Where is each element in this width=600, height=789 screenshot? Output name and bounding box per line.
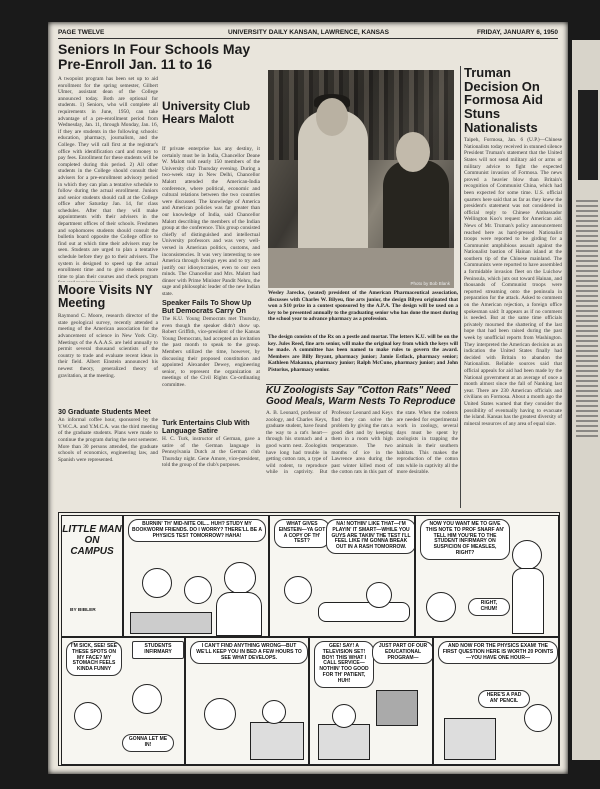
comic-panel-7	[433, 637, 559, 765]
comic-panel-2	[269, 515, 415, 637]
photo-credit: Photo by Bob Blank	[410, 281, 450, 286]
comic-p5-bubble: I CAN'T FIND ANYTHING WRONG—BUT WE'LL KEEP YOU IN BED A FEW HOURS TO SEE WHAT DEVELOPS.	[190, 641, 308, 664]
headline-cotton-rats: KU Zoologists Say "Cotton Rats" Need Good Meals, Warm Nests To Reproduce	[266, 386, 456, 407]
comic-p4c-bubble: GONNA LET ME IN!	[122, 734, 174, 752]
comic-panel-4	[61, 637, 185, 765]
story-moore	[58, 284, 158, 508]
subhead-graduate: 30 Graduate Students Meet	[58, 407, 151, 417]
comic-p1-bubble: BURNIN' TH' MID-NITE OIL... HUH? STUDY MY BOOKWORM FRIENDS. DO I WORRY? THERE'LL BE A PHYSICS TEST TOMORROW? HAHA!	[128, 519, 266, 542]
story-truman	[464, 66, 562, 510]
story-moore-text: Raymond C. Moore, research director of the state geological survey, recently attended a meeting of the American association for the advancement of science in New York City. Meetings of the A.A.A.S. are held annually to permit several thousand scientists of the country to trade and evaluate recent ideas in their field. Albert Einstein announced his newest theory, generalized theory of gravitation, at the meeting.	[58, 313, 158, 379]
photo-caption-text: The design consists of the Rx on a pestle and mortar. The letters K.U. will be on the key. Jules Reed, fine arts senior, will make the original key from which the keys will be made. A committee has been named to make rules to govern the award. Members are Billy Bryant, pharmacy junior; Jamie Estlack, pharmacy senior; Kathleen Makanna, pharmacy junior; Ralph McCune, pharmacy junior; and John Pistorius, pharmacy senior.	[268, 334, 458, 373]
comic-artist: BY BIBLER	[70, 608, 96, 613]
subhead-democrats: Speaker Fails To Show Up But Democrats Carry On	[162, 298, 252, 315]
comic-title: LITTLE MAN ON CAMPUS	[62, 524, 122, 557]
story-graduate-text: An informal coffee hour, sponsored by the Y.W.C.A. and Y.M.C.A. was the third meeting of the graduate students. Plans were made to continue the program during the next semester. More than 30 persons attended, the graduate schools of economics, engineering law, and Spanish were represented.	[58, 417, 158, 463]
comic-p6b-bubble: JUST PART OF OUR EDUCATIONAL PROGRAM—	[372, 641, 433, 664]
comic-p7b-bubble: HERE'S A PAD AN' PENCIL	[478, 690, 530, 708]
comic-p2-bubble: WHAT GIVES EINSTEIN—YA GOT A COPY OF TH' TEST?	[274, 519, 330, 548]
story-cotton-rats-text: A. B. Leonard, professor of zoology, and Charles Keys, graduate student, have found the way to a rat's heart—through his stomach and a good warm nest. Zoologists have long had trouble in getting cotton rats, a type of wild rodent, to reproduce while in captivity. But Professor Leonard and Keys find they can solve the problem by giving the rats a good diet and by keeping them in a room with high temperature. The two months of ice in the Lawrence area during the past winter killed most of the cotton rats in this part of the state. When the rodents are needed for experimental work in zoology, several days must be spent by zoologists in trapping the animals in their southern habitats. This makes the reproduction of the cotton rats while in captivity all the more desirable.	[266, 410, 458, 476]
comic-p6-bubble: GEE! SAY! A TELEVISION SET! BOY! THIS WHAT I CALL SERVICE—NOTHIN' TOO GOOD FOR TH' PATIENT, HUH!	[314, 641, 374, 688]
comic-p7-bubble: AND NOW FOR THE PHYSICS EXAM! THE FIRST QUESTION HERE IS WORTH 20 POINTS—YOU HAVE ONE HOUR—	[438, 641, 558, 664]
page-number: PAGE TWELVE	[58, 29, 105, 36]
story-truman-text: Taipeh, Formosa, Jan. 6 (U.P.)—Chinese Nationalists today received in stunned silence President Truman's statement that the United States will not send military aid or arms or military advice to fight the expected Communist invasion of Formosa. The news proved a heavier blow than Britain's recognition of Communist China, which had been expected for some time. U.S. official quarters here said that as far as they knew the president's statement was not considered in official reply to Chinese Ambassador Wellington Koo's request for American aid. News of Mr. Truman's policy announcement reached here as hard-pressed Nationalist troops were reported to be girding for a Communist amphibious assault against the Nationalist bastion of Hainan island at the southern tip of the Chinese mainland. The Communists were reported to have assembled a formidable invasion fleet on the Luichow Peninsula, which juts out toward Hainan, and thousands of Communist troops were reported streaming onto the peninsula in preparation for the attack. Asked to comment on the American rejection, a foreign office spokesman said: It appears as if no comment is needed. But at the same time officials privately mourned the shattering of the last hope that had been raised during the past week by unofficial reports from Washington. They interpreted the American decision as an indication the United States finally had decided with Britain to abandon the Nationalists. Reliable sources said that official appeals for aid had been made by the National government at an average of once a month almost since the fall of Nanking last year. There are 230 American officials and civilians on Formosa. About a month ago the United States warned that they consider the possibility of eventually having to evacuate the island. Kansas has the greatest diversity of mineral resources of any area of equal size.	[464, 137, 562, 427]
comic-p4-bubble: I'M SICK, SEE! SEE THESE SPOTS ON MY FACE? MY STOMACH FEELS KINDA FUNNY	[66, 641, 122, 676]
subhead-turk: Turk Entertains Club With Language Satire	[162, 418, 250, 435]
paper-name: UNIVERSITY DAILY KANSAN, LAWRENCE, KANSAS	[228, 29, 389, 36]
headline-moore: Moore Visits NY Meeting	[58, 284, 153, 311]
issue-date: FRIDAY, JANUARY 6, 1950	[476, 29, 558, 36]
newspaper-page	[48, 22, 568, 774]
story-turk-text: H. C. Turk, instructor of German, gave a satire of the German language in Pennsylvania Dutch at the German club Thursday night. Gene Amore, vice-president, told the group of the club's purposes.	[162, 436, 260, 469]
story-club-headline-box	[162, 100, 260, 144]
story-club-body	[162, 146, 260, 508]
story-democrats-text: The K.U. Young Democrats met Thursday, even though the speaker didn't show up. Robert Griffith, vice-president of the Kansas Young Democrats, had accepted an invitation the past month to speak to the group. Members utilized the time, however, by discussing their proposed constitution and appointed Alexander Dewey, engineering senior, to represent the organization at meetings of the Civil Rights Co-ordinating committee.	[162, 316, 260, 388]
photo-pharmacy-key	[268, 70, 454, 288]
comic-p3-bubble: NOW YOU WANT ME TO GIVE THIS NOTE TO PROF SNARF AN' TELL HIM YOU'RE TO THE STUDENT INFIRMARY ON SUSPICION OF MEASLES, RIGHT?	[420, 519, 510, 560]
comic-panel-5	[185, 637, 309, 765]
comic-title-panel	[61, 515, 123, 637]
comic-p3b-bubble: RIGHT, CHUM!	[468, 598, 510, 616]
comic-p2b-bubble: NA! NOTHIN' LIKE THAT—I'M PLAYIN' IT SMART—WHILE YOU GUYS ARE TAKIN' THE TEST I'LL FEEL LIKE I'M GONNA BREAK OUT IN A RASH TOMORROW.	[326, 519, 415, 554]
comic-little-man-on-campus	[58, 512, 560, 766]
headline-truman: Truman Decision On Formosa Aid Stuns Nationalists	[464, 66, 543, 135]
comic-panel-3	[415, 515, 559, 637]
headline-club: University Club Hears Malott	[162, 100, 251, 126]
story-seniors-headline-box	[58, 42, 260, 74]
masthead	[58, 28, 558, 39]
adjacent-page-edge	[572, 40, 600, 760]
story-club-text: If private enterprise has any destiny, it certainly must be in India, Chancellor Deane W. Malott told nearly 150 members of the University club Thursday evening. During a two-week stay in New Delhi, Chancellor Malott attended the American-India conference, where political, economic and cultural relations between the two countries were discussed. The knowledge of America and American policies was far greater than our knowledge of India, said Chancellor Malott describing the members of the Indian group at the conference. This group consisted chiefly of distinguished and intellectual University professors and was very well-versed in American politics, customs, and inconsistencies. It was very interesting to see America through foreign eyes and to try and justify our idiosyncrasies, even to our own minds. The Chancellor and Mrs. Malott had dinner with Prime Minister Pandit Nehru, the sage and philosophic leader of the new Indian state.	[162, 146, 260, 296]
photo-caption-bold: Wesley Jarecke, (seated) president of the American Pharmaceutical association, discusses with Charles W. Bilyeu, fine arts junior, the design Bilyeu originated that won a $10 prize in a contest sponsored by the A.P.A. The design will be used on a key to be presented annually to the graduating senior who has done the most during the school year to advance pharmacy as a profession.	[268, 290, 458, 323]
headline-seniors: Seniors In Four Schools May Pre-Enroll Jan. 11 to 16	[58, 42, 251, 72]
comic-p4b-sign: STUDENTS INFIRMARY	[132, 641, 184, 659]
comic-panel-1	[123, 515, 269, 637]
comic-panel-6	[309, 637, 433, 765]
story-cotton-rats	[266, 386, 458, 508]
photo-caption	[268, 290, 458, 382]
story-seniors-text: A twopoint program has been set up to aid enrollment for the spring semester, Gilbert Ulmer, assistant dean of the College announced today. Both are optional for students. 1) Seniors, who will complete all requirements in June, 1950, can take advantage of a pre-enrollment period from Wednesday, Jan. 11, through Monday, Jan. 16, if they are students in the following schools: education, pharmacy, journalism, and the College. They will call first at the registrar's office with identification card and money to pay fees. Enrollment for these students will be completed during this period. 2) All other students in the College should consult their advisers for a pre-enrollment advisory period in which they can plan a tentative schedule to follow during the actual enrollment. Juniors and senior students should call at the College office after Saturday Jan. 14, for class schedules. After that they will make appointments with their advisers in the department offices of their schools. Freshmen and sophomores students should consult the bulletin board opposite the College office to find out at which time their advisers may be seen. Students are urged to plan a tentative schedule before they go to their advisers. The system is designed to speed up the actual enrollment time and to give students more time to plan their courses and check program	[58, 76, 158, 280]
